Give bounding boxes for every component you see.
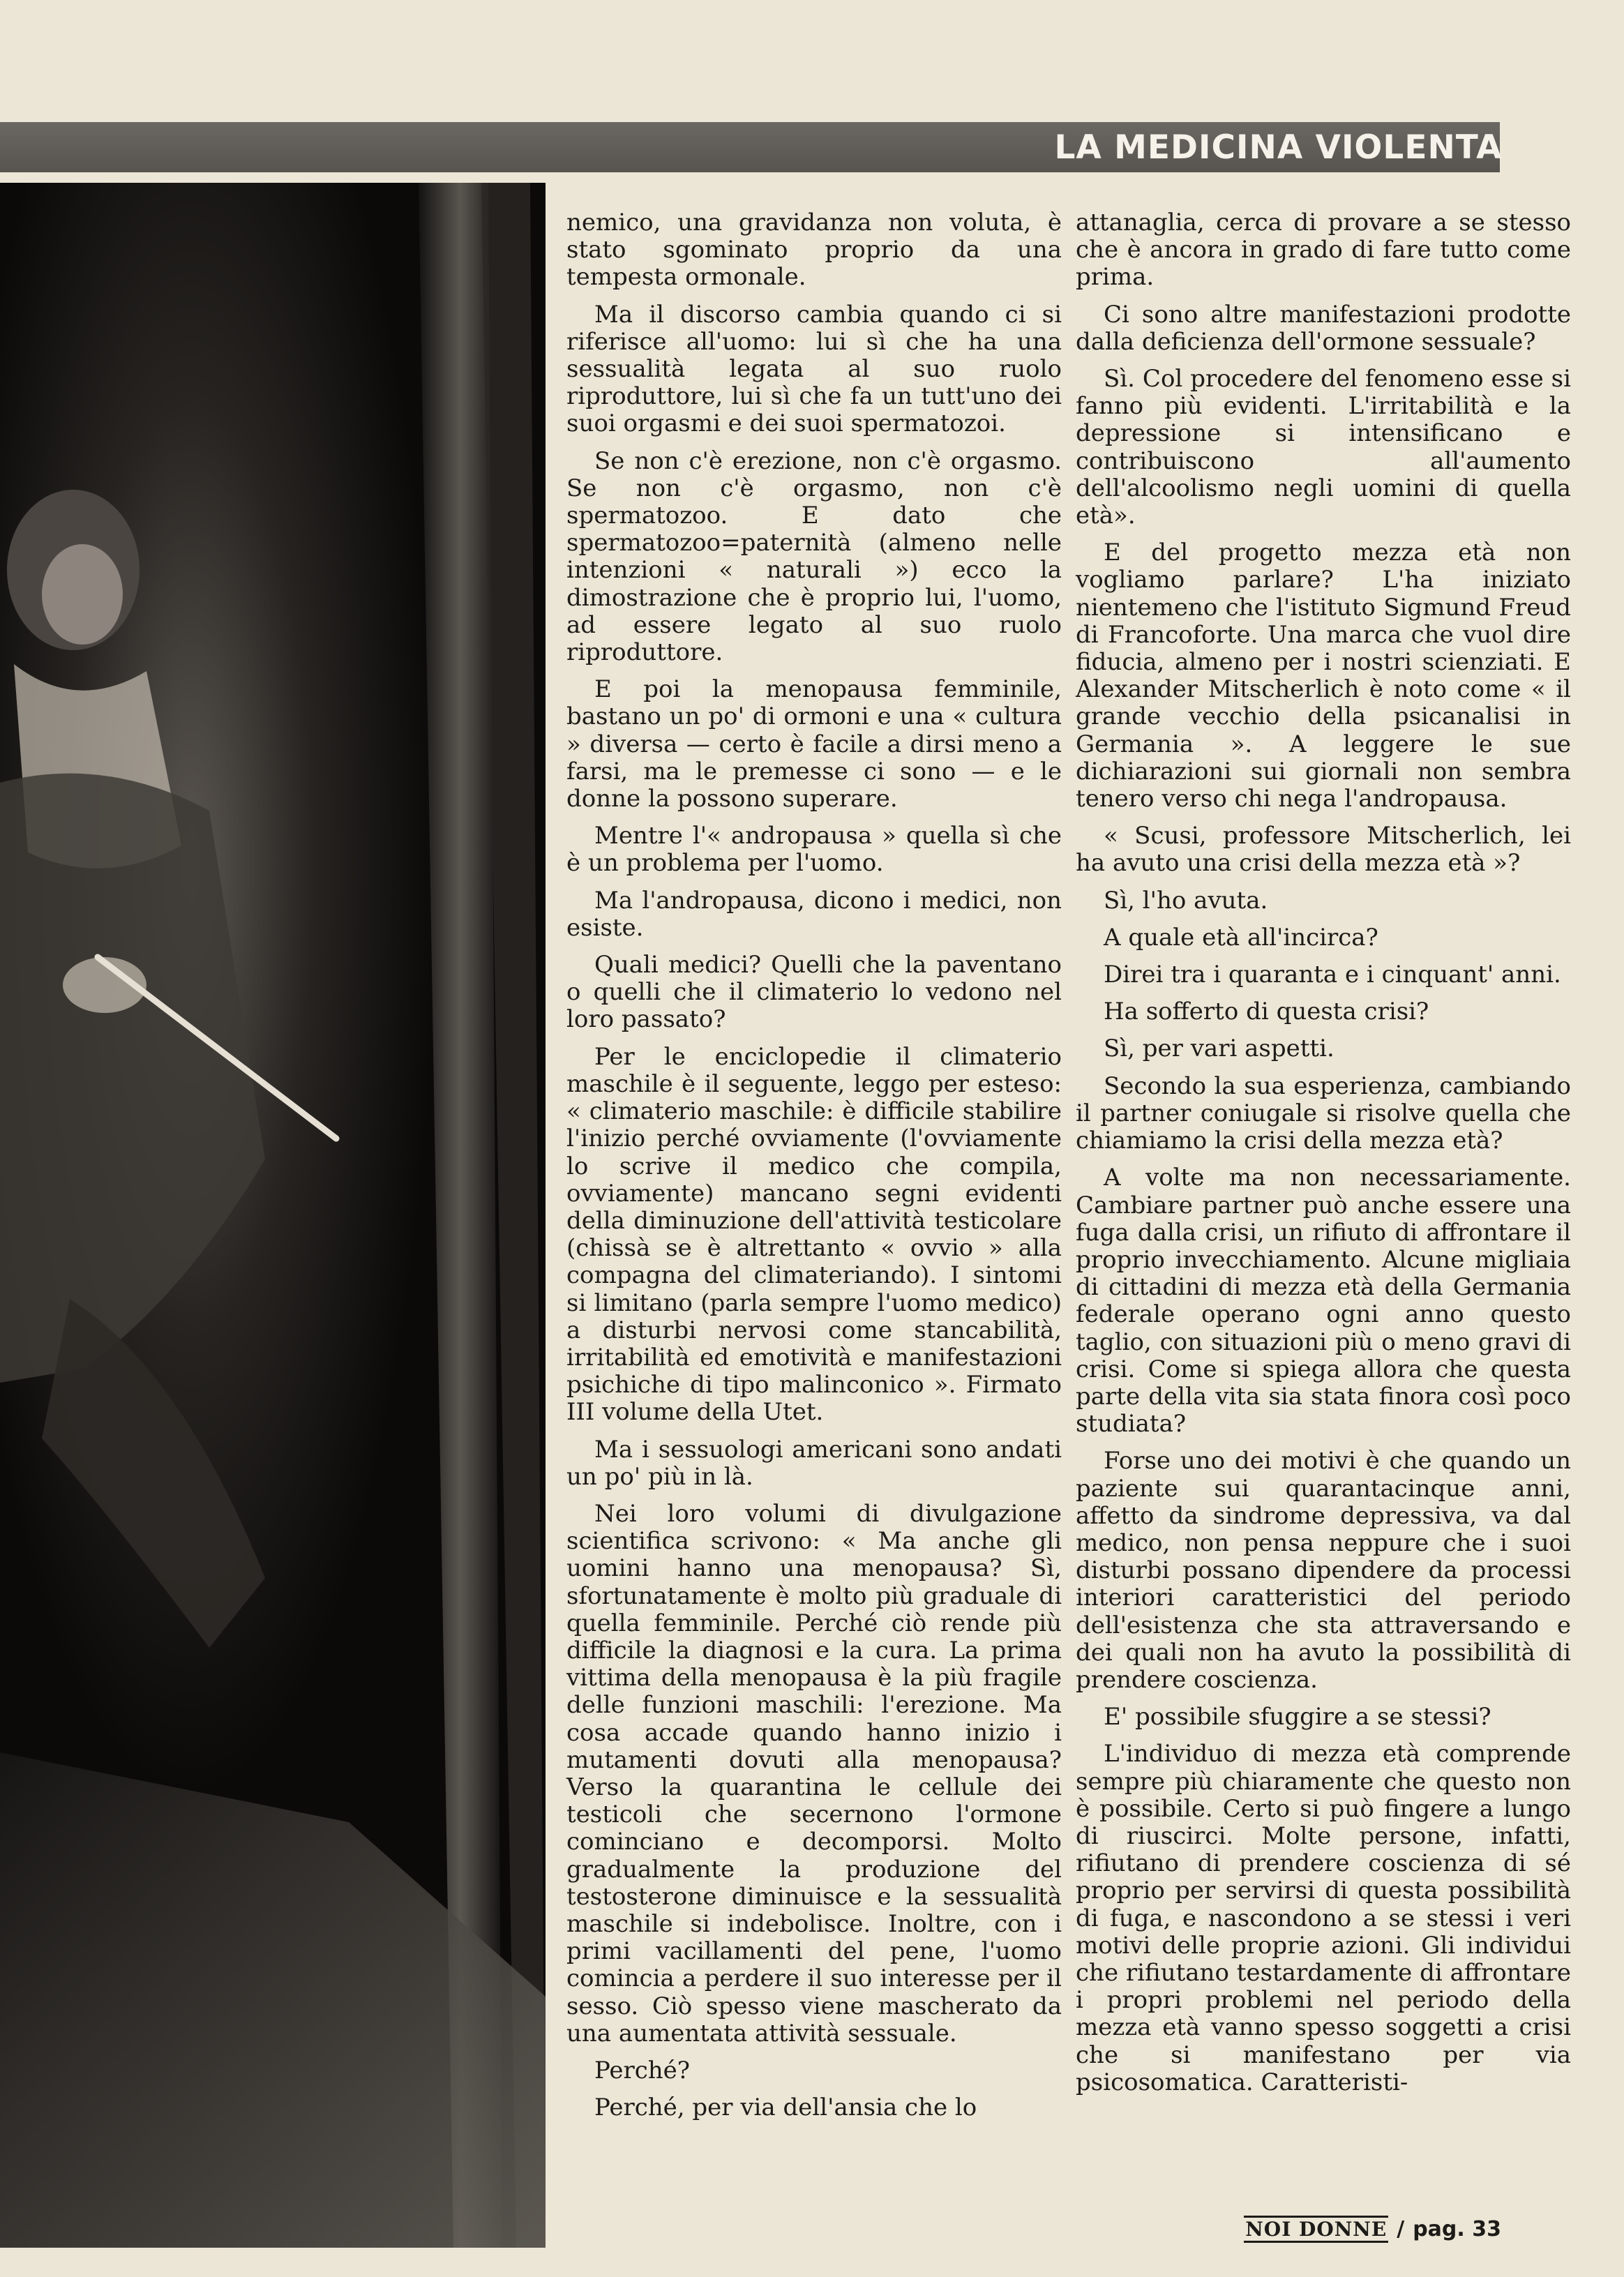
paragraph: Ha sofferto di questa crisi? bbox=[1104, 998, 1429, 1026]
paragraph: Mentre l'« andropausa » quella sì che è un problema per l'uomo. bbox=[566, 822, 1062, 878]
paragraph: Secondo la sua esperienza, cambiando il partner coniugale si risolve quella che chiamiamo la crisi della mezza età? bbox=[1076, 1072, 1571, 1155]
paragraph: attanaglia, cerca di provare a se stesso che è ancora in grado di fare tutto come prima. bbox=[1076, 209, 1571, 292]
footer-separator: / bbox=[1397, 2217, 1405, 2241]
page-footer bbox=[1244, 2216, 1501, 2243]
paragraph: Nei loro volumi di divulgazione scientifica scrivono: « Ma anche gli uomini hanno una menopausa? Sì, sfortunatamente è molto più graduale di quella femminile. Perché ciò rende più difficile la diagnosi e la cura. La prima vittima della menopausa è la più fragile delle funzioni maschili: l'erezione. Ma cosa accade quando hanno inizio i mutamenti dovuti alla menopausa? Verso la quarantina le cellule dei testicoli che secernono l'ormone cominciano e decomporsi. Molto gradualmente la produzione del testosterone diminuisce e la sessualità maschile si indebolisce. Inoltre, con i primi vacillamenti del pene, l'uomo comincia a perdere il suo interesse per il sesso. Ciò spesso viene mascherato da una aumentata attività sessuale. bbox=[566, 1499, 1062, 2047]
photo-man-knitting bbox=[0, 183, 546, 2248]
article-column-left bbox=[566, 209, 1062, 2131]
paragraph: Sì. Col procedere del fenomeno esse si fanno più evidenti. L'irritabilità e la depressione si intensificano e contribuiscono all'aumento dell'alcoolismo negli uomini di quella età». bbox=[1076, 365, 1571, 530]
paragraph: Forse uno dei motivi è che quando un paziente sui quarantacinque anni, affetto da sindrome depressiva, va dal medico, non pensa neppure che i suoi disturbi possano dipendere da processi interiori caratteristici del periodo dell'esistenza che sta attraversando e dei quali non ha avuto la possibilità di prendere coscienza. bbox=[1076, 1447, 1571, 1694]
paragraph: Sì, l'ho avuta. bbox=[1104, 886, 1268, 915]
paragraph: Ma l'andropausa, dicono i medici, non esiste. bbox=[566, 886, 1062, 942]
paragraph: Quali medici? Quelli che la paventano o quelli che il climaterio lo vedono nel loro passato? bbox=[566, 951, 1062, 1034]
paragraph: Per le enciclopedie il climaterio maschile è il seguente, leggo per esteso: « climaterio maschile: è difficile stabilire l'inizio perché ovviamente (l'ovviamente lo scrive il medico che compila, ovviamente) mancano segni evidenti della diminuzione dell'attività testicolare (chissà se è altrettanto « ovvio » alla compagna del climateriando). I sintomi si limitano (parla sempre l'uomo medico) a disturbi nervosi come stancabilità, irritabilità ed emotività e manifestazioni psichiche di tipo malinconico ». Firmato III volume della Utet. bbox=[566, 1042, 1062, 1427]
paragraph: E del progetto mezza età non vogliamo parlare? L'ha iniziato nientemeno che l'istituto Sigmund Freud di Francoforte. Una marca che vuol dire fiducia, almeno per i nostri scienziati. E Alexander Mitscherlich è noto come « il grande vecchio della psicanalisi in Germania ». A leggere le sue dichiarazioni sui giornali non sembra tenero verso chi nega l'andropausa. bbox=[1076, 539, 1571, 813]
paragraph: Sì, per vari aspetti. bbox=[1104, 1035, 1334, 1063]
paragraph: Ci sono altre manifestazioni prodotte dalla deficienza dell'ormone sessuale? bbox=[1076, 300, 1571, 356]
paragraph: A volte ma non necessariamente. Cambiare partner può anche essere una fuga dalla crisi, un rifiuto di affrontare il proprio invecchiamento. Alcune migliaia di cittadini di mezza età della Germania federale operano ogni anno questo taglio, con situazioni più o meno gravi di crisi. Come si spiega allora che questa parte della vita sia stata finora così poco studiata? bbox=[1076, 1164, 1571, 1438]
paragraph: L'individuo di mezza età comprende sempre più chiaramente che questo non è possibile. Certo si può fingere a lungo di riuscirci. Molte persone, infatti, rifiutano di prendere coscienza di sé proprio per servirsi di questa possibilità di fuga, e nascondono a se stessi i veri motivi delle proprie azioni. Gli individui che rifiutano testardamente di affrontare i propri problemi nel periodo della mezza età vanno spesso soggetti a crisi che si manifestano per via psicosomatica. Caratteristi- bbox=[1076, 1740, 1571, 2096]
paragraph: nemico, una gravidanza non voluta, è stato sgominato proprio da una tempesta ormonale. bbox=[566, 209, 1062, 292]
magazine-logo: NOI DONNE bbox=[1244, 2216, 1388, 2243]
paragraph: E poi la menopausa femminile, bastano un po' di ormoni e una « cultura » diversa — certo è facile a dirsi meno a farsi, ma le premesse ci sono — e le donne la possono superare. bbox=[566, 675, 1062, 813]
article-column-right bbox=[1076, 209, 1571, 2106]
paragraph: A quale età all'incirca? bbox=[1104, 923, 1378, 952]
paragraph: E' possibile sfuggire a se stessi? bbox=[1104, 1703, 1491, 1731]
section-title: LA MEDICINA VIOLENTA bbox=[1054, 128, 1503, 167]
page-number: pag. 33 bbox=[1413, 2217, 1501, 2241]
paragraph: Perché, per via dell'ansia che lo bbox=[594, 2094, 977, 2122]
paragraph: Ma il discorso cambia quando ci si riferisce all'uomo: lui sì che ha una sessualità legata al suo ruolo riproduttore, lui sì che fa un tutt'uno dei suoi orgasmi e dei suoi spermatozoi. bbox=[566, 300, 1062, 438]
paragraph: Direi tra i quaranta e i cinquant' anni. bbox=[1104, 961, 1561, 989]
paragraph: « Scusi, professore Mitscherlich, lei ha avuto una crisi della mezza età »? bbox=[1076, 822, 1571, 878]
paragraph: Ma i sessuologi americani sono andati un po' più in là. bbox=[566, 1435, 1062, 1491]
paragraph: Perché? bbox=[594, 2057, 691, 2084]
paragraph: Se non c'è erezione, non c'è orgasmo. Se non c'è orgasmo, non c'è spermatozoo. E dato che spermatozoo=paternità (almeno nelle intenzioni « naturali ») ecco la dimostrazione che è proprio lui, l'uomo, ad essere legato al suo ruolo riproduttore. bbox=[566, 446, 1062, 667]
